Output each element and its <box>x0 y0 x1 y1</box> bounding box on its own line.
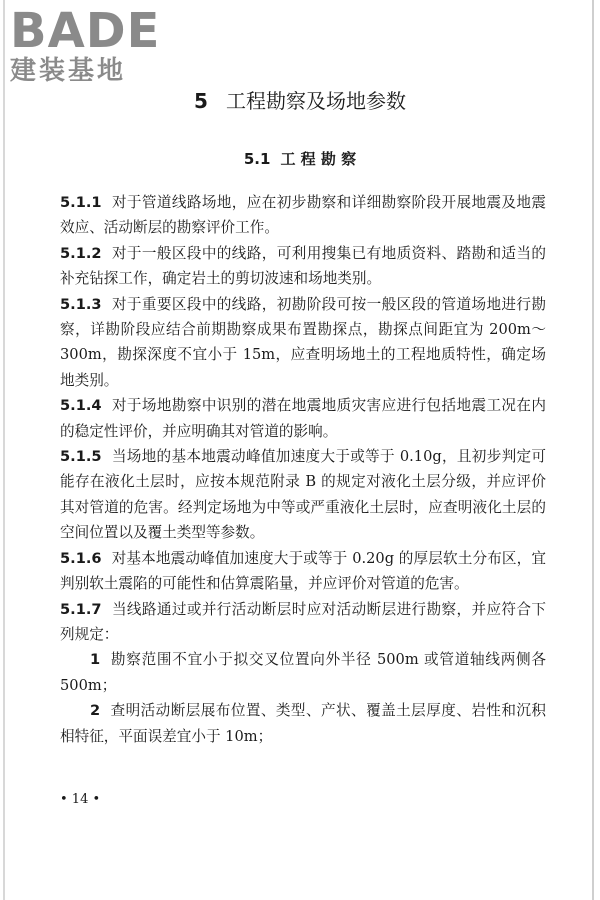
clause <box>60 597 546 648</box>
page-number: • 14 • <box>60 792 101 807</box>
clause-text: 对于场地勘察中识别的潜在地震地质灾害应进行包括地震工况在内的稳定性评价，并应明确其对管道的影响。 <box>60 397 546 440</box>
clause-text: 对于管道线路场地，应在初步勘察和详细勘察阶段开展地震及地震效应、活动断层的勘察评价工作。 <box>60 194 546 237</box>
clause-number: 5.1.3 <box>60 295 102 313</box>
list-item <box>60 698 546 749</box>
logo-subtitle: 建装基地 <box>10 56 127 86</box>
list-item-text: 查明活动断层展布位置、类型、产状、覆盖土层厚度、岩性和沉积相特征，平面误差宜小于 10m； <box>60 702 546 745</box>
clause-text: 对于一般区段中的线路，可利用搜集已有地质资料、踏勘和适当的补充钻探工作，确定岩土的剪切波速和场地类别。 <box>60 244 546 288</box>
chapter-number: 5 <box>194 89 208 113</box>
clause-text: 当线路通过或并行活动断层时应对活动断层进行勘察，并应符合下列规定： <box>60 600 546 643</box>
list-item <box>60 647 546 698</box>
body-text <box>60 190 546 749</box>
chapter-title-text: 工程勘察及场地参数 <box>225 89 406 113</box>
clause-number: 5.1.5 <box>60 448 102 466</box>
section-title <box>0 149 600 169</box>
clause-number: 5.1.6 <box>60 549 102 567</box>
clause-number: 5.1.2 <box>60 244 102 262</box>
chapter-title <box>0 88 600 114</box>
clause-number: 5.1.7 <box>60 600 102 618</box>
clause <box>60 393 546 444</box>
clause <box>60 292 546 394</box>
page-edge-left <box>3 0 5 900</box>
clause <box>60 241 546 292</box>
watermark-logo <box>10 3 175 86</box>
clause-number: 5.1.4 <box>60 397 102 415</box>
clause-text: 当场地的基本地震动峰值加速度大于或等于 0.10g，且初步判定可能存在液化土层时，应按本规范附录 B 的规定对液化土层分级，并应评价其对管道的危害。经判定场地为中等或严重液化土层时，应查明液化土层的空间位置以及覆土类型等参数。 <box>60 448 546 542</box>
logo-mark: BADE <box>10 3 161 59</box>
clause <box>60 190 546 241</box>
clause-number: 5.1.1 <box>60 194 102 211</box>
list-item-number: 2 <box>90 702 101 720</box>
section-title-text: 工 程 勘 察 <box>280 150 357 168</box>
page-edge-right <box>592 0 594 900</box>
clause <box>60 546 546 597</box>
clause <box>60 444 546 546</box>
clause-text: 对基本地震动峰值加速度大于或等于 0.20g 的厚层软土分布区，宜判别软土震陷的可能性和估算震陷量，并应评价对管道的危害。 <box>60 549 546 593</box>
list-item-text: 勘察范围不宜小于拟交叉位置向外半径 500m 或管道轴线两侧各 500m； <box>60 651 546 694</box>
list-item-number: 1 <box>90 651 101 669</box>
clause-text: 对于重要区段中的线路，初勘阶段可按一般区段的管道场地进行勘察，详勘阶段应结合前期勘察成果布置勘探点，勘探点间距宜为 200m～300m，勘探深度不宜小于 15m，应查明场地土的工程地质特性，确定场地类别。 <box>60 295 546 389</box>
section-number: 5.1 <box>243 150 271 168</box>
